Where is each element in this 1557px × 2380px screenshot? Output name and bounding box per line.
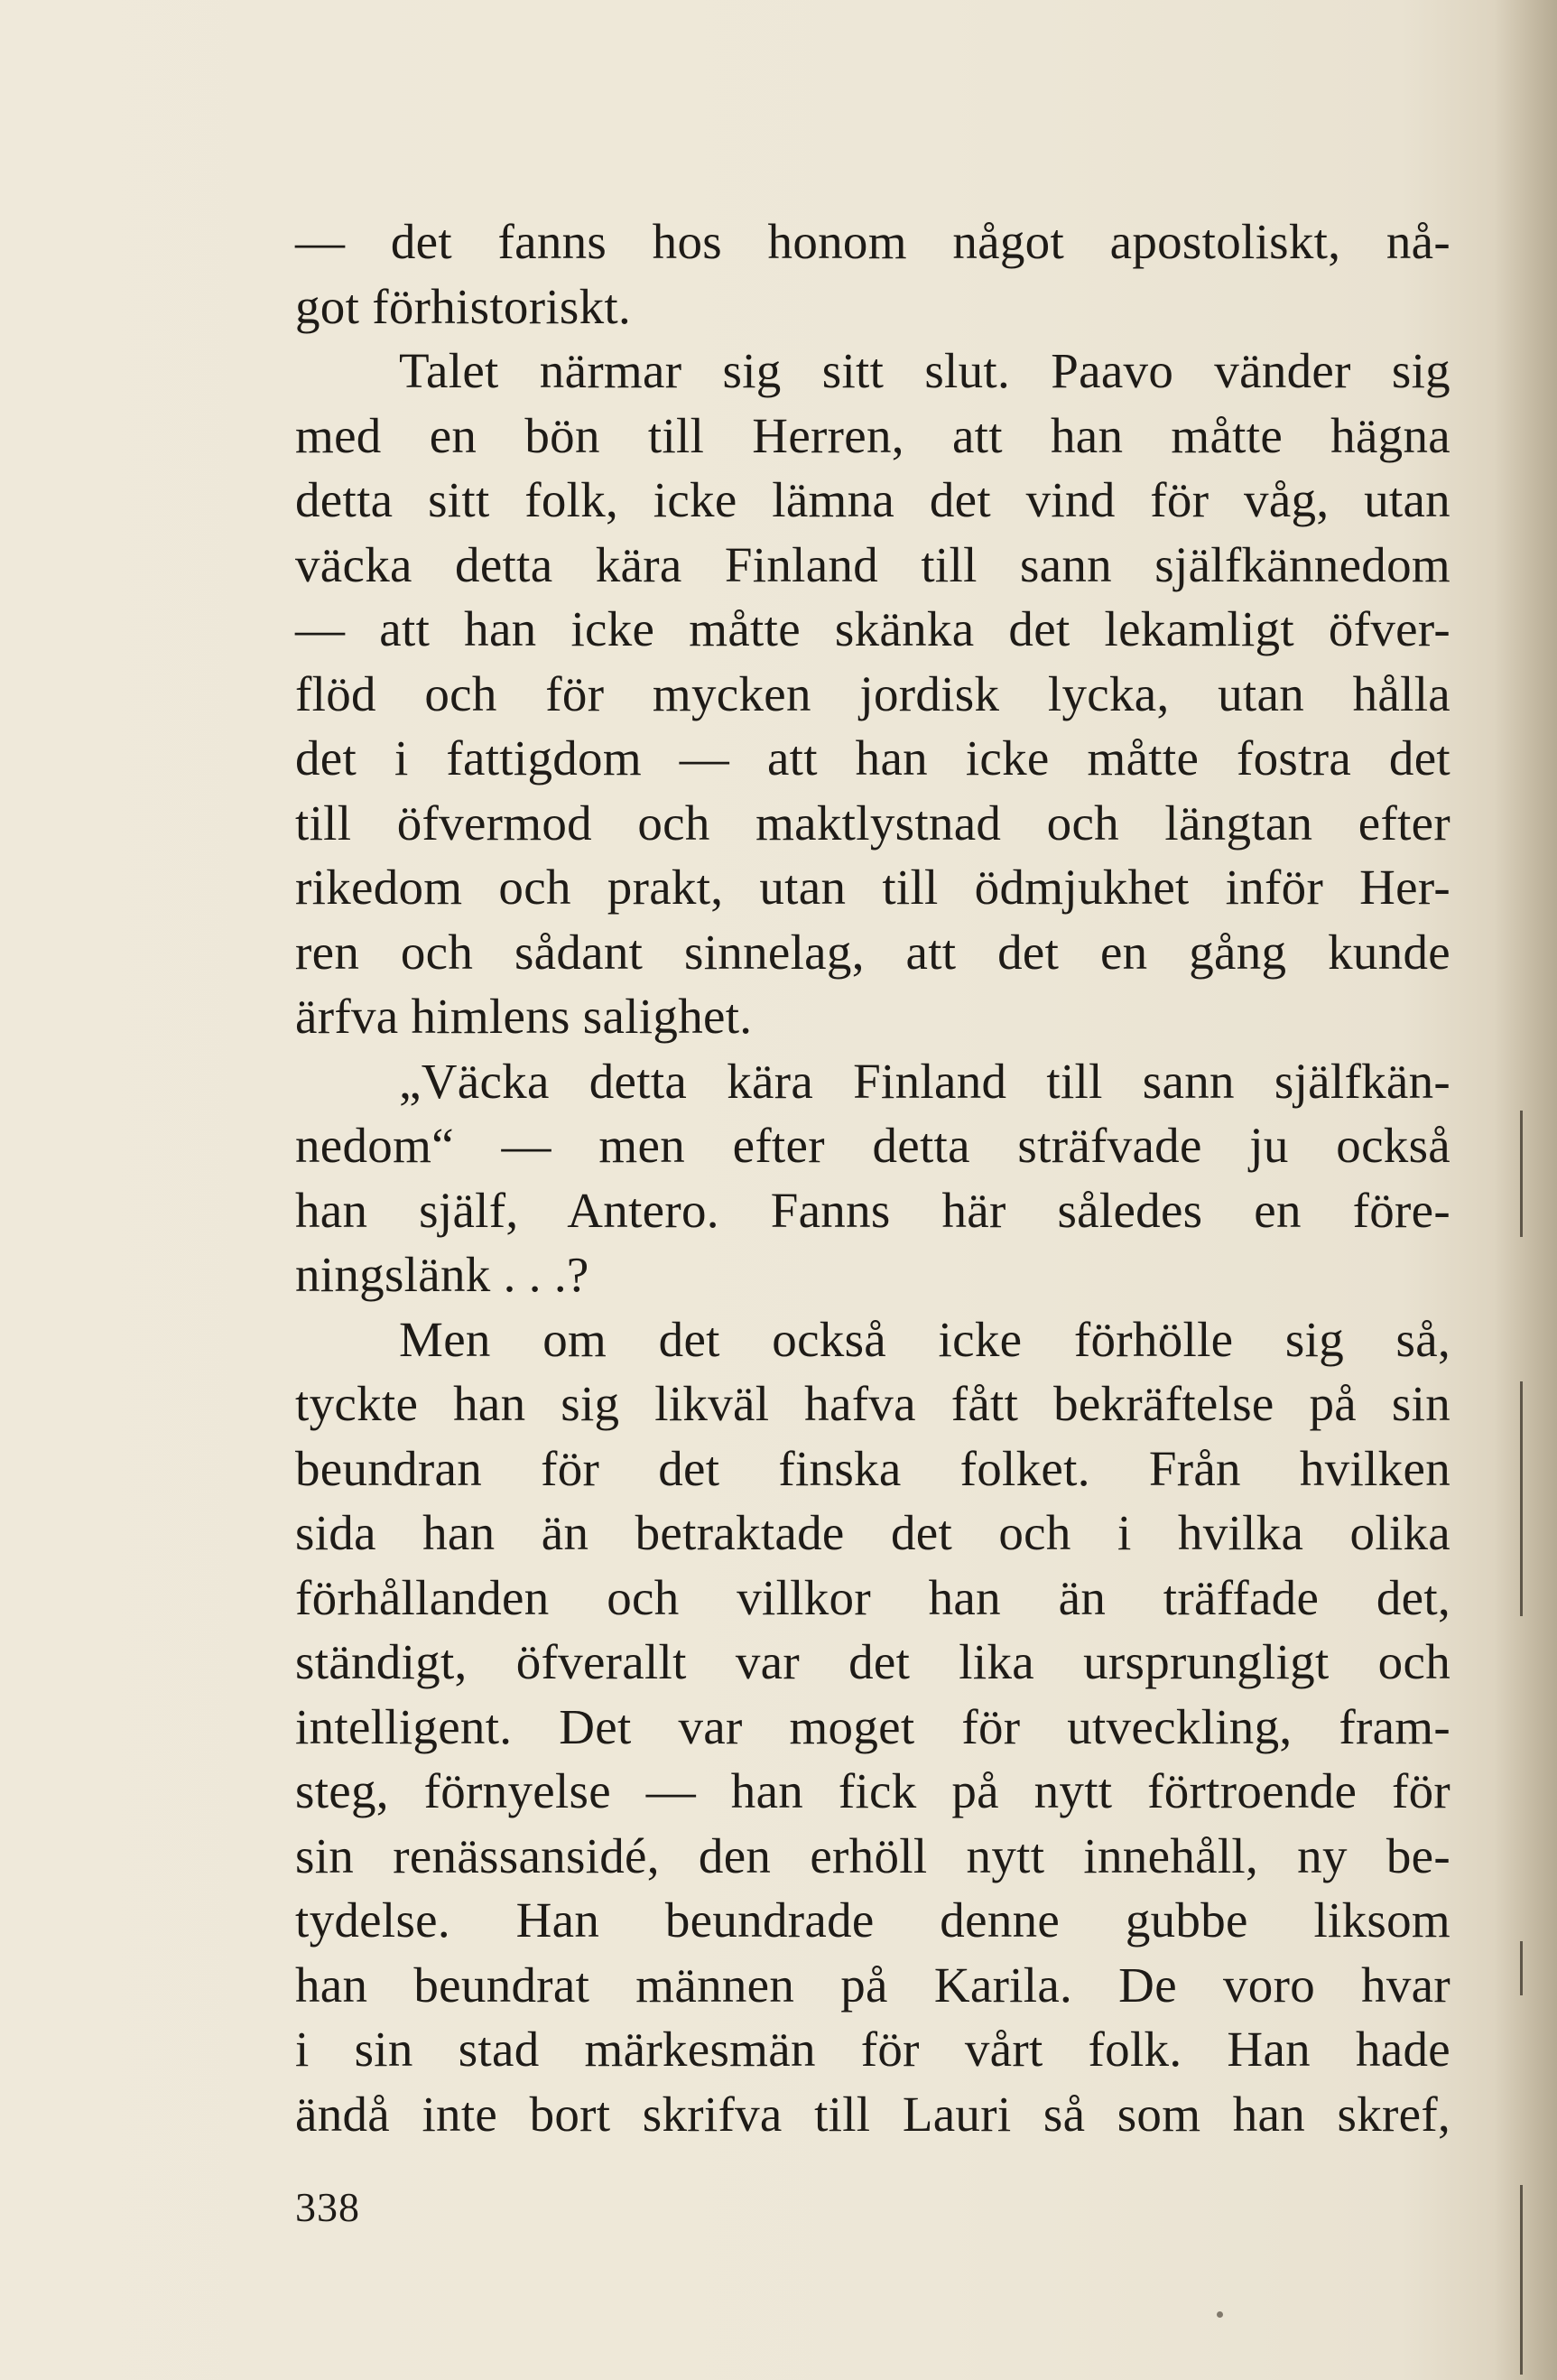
text-line: tydelse. Han beundrade denne gubbe liksom xyxy=(295,1892,1450,1948)
text-line: sin renässansidé, den erhöll nytt innehåll, ny be- xyxy=(295,1827,1450,1883)
page-edge-shadow xyxy=(1494,0,1557,2380)
text-line: ningslänk . . .? xyxy=(295,1247,589,1302)
text-line: i sin stad märkesmän för vårt folk. Han hade xyxy=(295,2022,1450,2077)
text-line: beundran för det finska folket. Från hvilken xyxy=(295,1440,1450,1496)
text-line: flöd och för mycken jordisk lycka, utan hålla xyxy=(295,665,1450,721)
page-edge-mark xyxy=(1520,1381,1523,1616)
text-line: tyckte han sig likväl hafva fått bekräftelse på sin xyxy=(295,1376,1450,1431)
page-edge-mark xyxy=(1520,1111,1523,1237)
paper-speck xyxy=(1217,2311,1223,2318)
text-line: — det fanns hos honom något apostoliskt, nå- xyxy=(295,214,1450,269)
text-line: rikedom och prakt, utan till ödmjukhet inför Her- xyxy=(295,860,1450,915)
text-line: got förhistoriskt. xyxy=(295,278,632,334)
text-line: „Väcka detta kära Finland till sann själfkän- xyxy=(399,1053,1450,1109)
text-line: han beundrat männen på Karila. De voro hvar xyxy=(295,1957,1450,2013)
text-line: intelligent. Det var moget för utveckling, fram- xyxy=(295,1698,1450,1754)
body-text xyxy=(295,209,1450,2146)
page-edge-mark xyxy=(1520,1941,1523,1995)
text-line: det i fattigdom — att han icke måtte fostra det xyxy=(295,730,1450,786)
text-line: ändå inte bort skrifva till Lauri så som han skref, xyxy=(295,2086,1450,2142)
text-line: nedom“ — men efter detta sträfvade ju också xyxy=(295,1118,1450,1173)
text-line: till öfvermod och maktlystnad och längtan efter xyxy=(295,795,1450,851)
text-line: steg, förnyelse — han fick på nytt förtroende för xyxy=(295,1763,1450,1818)
page-edge-mark xyxy=(1520,2185,1523,2375)
text-line: Talet närmar sig sitt slut. Paavo vänder sig xyxy=(399,343,1450,398)
text-line: Men om det också icke förhölle sig så, xyxy=(399,1311,1450,1367)
text-line: förhållanden och villkor han än träffade det, xyxy=(295,1569,1450,1625)
text-line: — att han icke måtte skänka det lekamligt öfver- xyxy=(295,601,1450,656)
text-line: sida han än betraktade det och i hvilka olika xyxy=(295,1505,1450,1560)
text-line: ren och sådant sinnelag, att det en gång kunde xyxy=(295,924,1450,980)
text-line: väcka detta kära Finland till sann själfkännedom xyxy=(295,536,1450,592)
text-line: ärfva himlens salighet. xyxy=(295,989,753,1044)
text-line: med en bön till Herren, att han måtte hägna xyxy=(295,407,1450,463)
text-line: detta sitt folk, icke lämna det vind för våg, utan xyxy=(295,472,1450,527)
page-number: 338 xyxy=(295,2184,360,2230)
text-line: ständigt, öfverallt var det lika ursprungligt och xyxy=(295,1634,1450,1689)
text-line: han själf, Antero. Fanns här således en före- xyxy=(295,1182,1450,1238)
